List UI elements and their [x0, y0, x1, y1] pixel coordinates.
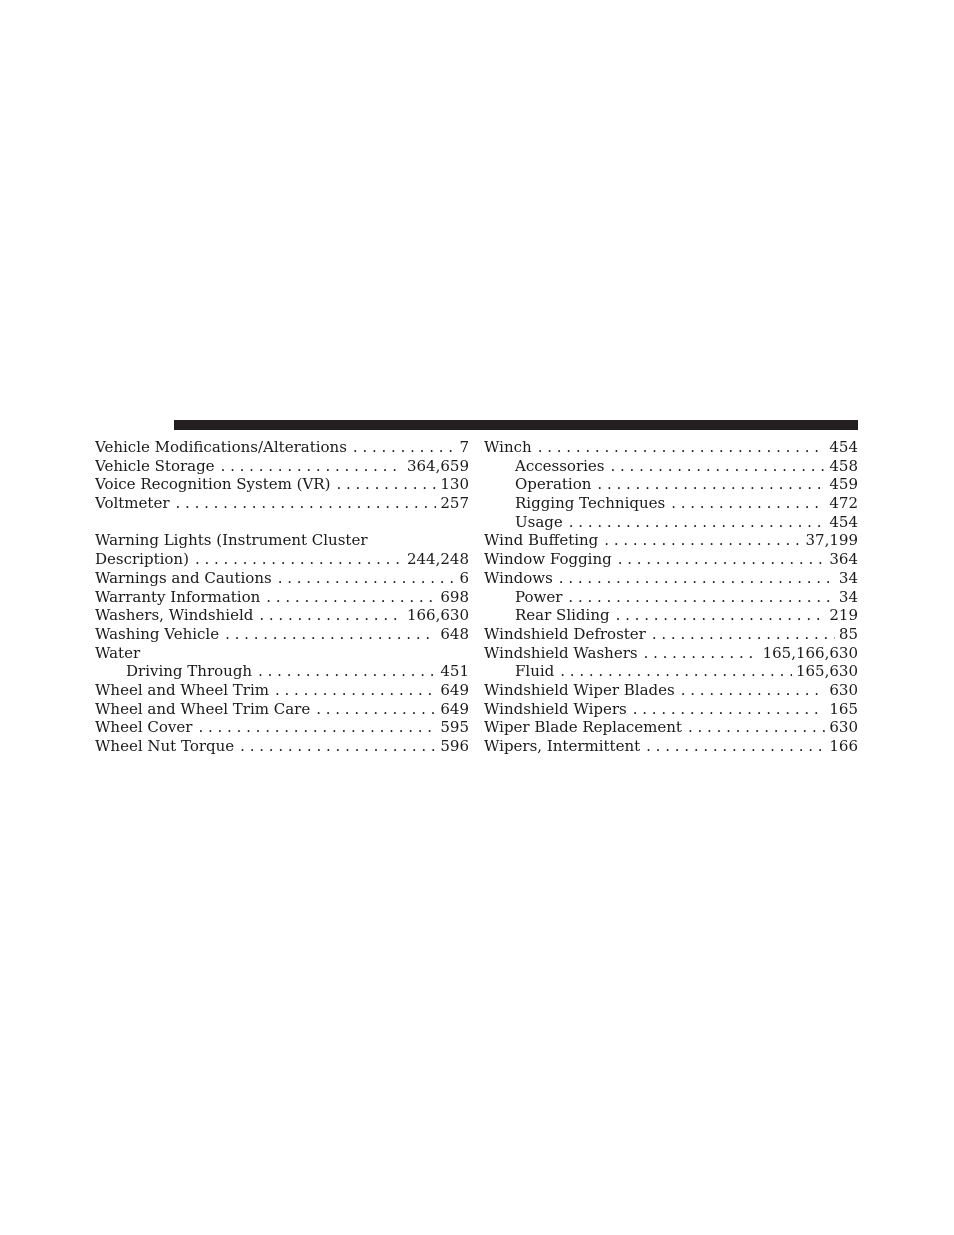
dot-leader [316, 700, 436, 719]
dot-leader [240, 737, 436, 756]
entry-label: Vehicle Modifications/Alterations [95, 438, 347, 456]
dot-leader [195, 550, 403, 569]
index-entry [484, 550, 858, 569]
index-subentry [484, 588, 858, 607]
entry-label: Warranty Information [95, 587, 261, 606]
index-entry [95, 438, 469, 457]
entry-label: Wheel and Wheel Trim [95, 680, 269, 699]
page-number: 472 [829, 494, 858, 513]
entry-label: Wipers, Intermittent [484, 737, 641, 755]
entry-label: Windshield Wipers [484, 699, 627, 718]
page-number: 85 [838, 624, 858, 643]
entry-label: Rigging Techniques [515, 494, 666, 513]
dot-leader [353, 438, 456, 457]
entry-label: Washers, Windshield [95, 606, 254, 625]
index-entry [95, 531, 469, 550]
section-header-bar [174, 420, 858, 430]
entry-label: Water [95, 643, 141, 662]
page-number: 454 [829, 512, 858, 531]
index-entry [95, 718, 469, 737]
index-subentry [484, 662, 858, 681]
index-entry [484, 681, 858, 700]
entry-spacer [95, 513, 469, 532]
dot-leader [616, 606, 826, 625]
dot-leader [225, 625, 436, 644]
page-number: 37,199 [805, 531, 858, 550]
entry-label: Window Fogging [484, 550, 612, 569]
index-entry [484, 737, 858, 756]
index-subentry [484, 513, 858, 532]
index-entry [95, 569, 469, 588]
entry-label: Fluid [515, 662, 555, 681]
index-column-left [95, 438, 469, 756]
dot-leader [176, 494, 437, 513]
index-entry [95, 550, 469, 569]
entry-label: Power [515, 587, 563, 606]
index-entry [95, 457, 469, 476]
index-entry [95, 681, 469, 700]
dot-leader [644, 644, 759, 663]
dot-leader [559, 569, 835, 588]
dot-leader [336, 475, 436, 494]
entry-label: Warnings and Cautions [95, 568, 272, 587]
dot-leader [681, 681, 826, 700]
dot-leader [618, 550, 826, 569]
index-subentry [484, 606, 858, 625]
page-number: 364 [829, 550, 858, 569]
index-entry [95, 700, 469, 719]
entry-label: Windshield Defroster [484, 624, 646, 643]
dot-leader [569, 513, 826, 532]
index-entry [484, 644, 858, 663]
dot-leader [652, 625, 835, 644]
page-number: 596 [440, 737, 469, 755]
entry-label: Accessories [515, 456, 605, 475]
entry-label: Warning Lights (Instrument Cluster [95, 531, 368, 550]
index-entry [484, 438, 858, 457]
entry-label: Voice Recognition System (VR) [95, 475, 331, 494]
dot-leader [568, 588, 835, 607]
index-entry [95, 588, 469, 607]
page-number: 165,166,630 [762, 643, 858, 662]
index-entry [484, 700, 858, 719]
index-entry [484, 569, 858, 588]
index-entry [95, 737, 469, 756]
index-entry [484, 718, 858, 737]
entry-label: Driving Through [126, 662, 253, 681]
index-entry [95, 644, 469, 663]
dot-leader [538, 438, 826, 457]
index-column-right [484, 438, 858, 756]
index-entry [484, 531, 858, 550]
index-entry [484, 625, 858, 644]
dot-leader [646, 737, 825, 756]
dot-leader [688, 718, 825, 737]
page-number: 166,630 [406, 606, 469, 625]
index-subentry [484, 457, 858, 476]
entry-label: Vehicle Storage [95, 456, 215, 475]
page-number: 166 [829, 737, 858, 755]
page-number: 698 [440, 587, 469, 606]
dot-leader [258, 662, 436, 681]
dot-leader [610, 457, 825, 476]
page-number: 130 [440, 475, 469, 494]
entry-label: Operation [515, 475, 592, 494]
entry-label: Windshield Wiper Blades [484, 680, 675, 699]
entry-label: Voltmeter [95, 494, 170, 513]
page-number: 630 [829, 718, 858, 737]
page-number: 364,659 [406, 456, 469, 475]
page-number: 451 [440, 662, 469, 681]
entry-label: Wheel Nut Torque [95, 737, 235, 755]
entry-label: Washing Vehicle [95, 624, 220, 643]
entry-label: Rear Sliding [515, 606, 610, 625]
dot-leader [266, 588, 436, 607]
page-number: 649 [440, 680, 469, 699]
entry-label: Windows [484, 568, 553, 587]
index-entry [95, 625, 469, 644]
dot-leader [597, 475, 825, 494]
entry-label: Windshield Washers [484, 643, 638, 662]
page-number: 630 [829, 680, 858, 699]
dot-leader [560, 662, 792, 681]
dot-leader [275, 681, 436, 700]
dot-leader [604, 531, 801, 550]
dot-leader [633, 700, 826, 719]
page-number: 595 [440, 718, 469, 737]
page-number: 257 [440, 494, 469, 513]
entry-label: Wheel and Wheel Trim Care [95, 699, 311, 718]
page-number: 34 [838, 587, 858, 606]
page-number: 6 [459, 568, 469, 587]
entry-label: Wheel Cover [95, 718, 193, 737]
index-subentry [484, 494, 858, 513]
entry-label: Usage [515, 512, 563, 531]
page-number: 34 [838, 568, 858, 587]
page-number: 7 [459, 438, 469, 456]
index-entry [95, 606, 469, 625]
dot-leader [671, 494, 825, 513]
page-number: 165,630 [795, 662, 858, 681]
entry-label: Description) [95, 550, 189, 569]
dot-leader [278, 569, 456, 588]
index-entry [95, 494, 469, 513]
dot-leader [259, 606, 403, 625]
page-number: 459 [829, 475, 858, 494]
index-subentry [95, 662, 469, 681]
index-subentry [484, 475, 858, 494]
dot-leader [198, 718, 436, 737]
page-number: 219 [829, 606, 858, 625]
index-entry [95, 475, 469, 494]
entry-label: Wiper Blade Replacement [484, 718, 682, 737]
page-number: 244,248 [406, 550, 469, 569]
entry-label: Winch [484, 438, 532, 456]
dot-leader [221, 457, 403, 476]
page-number: 458 [829, 456, 858, 475]
page-number: 165 [829, 699, 858, 718]
page-number: 454 [829, 438, 858, 456]
page-number: 648 [440, 624, 469, 643]
entry-label: Wind Buffeting [484, 531, 599, 550]
page-number: 649 [440, 699, 469, 718]
